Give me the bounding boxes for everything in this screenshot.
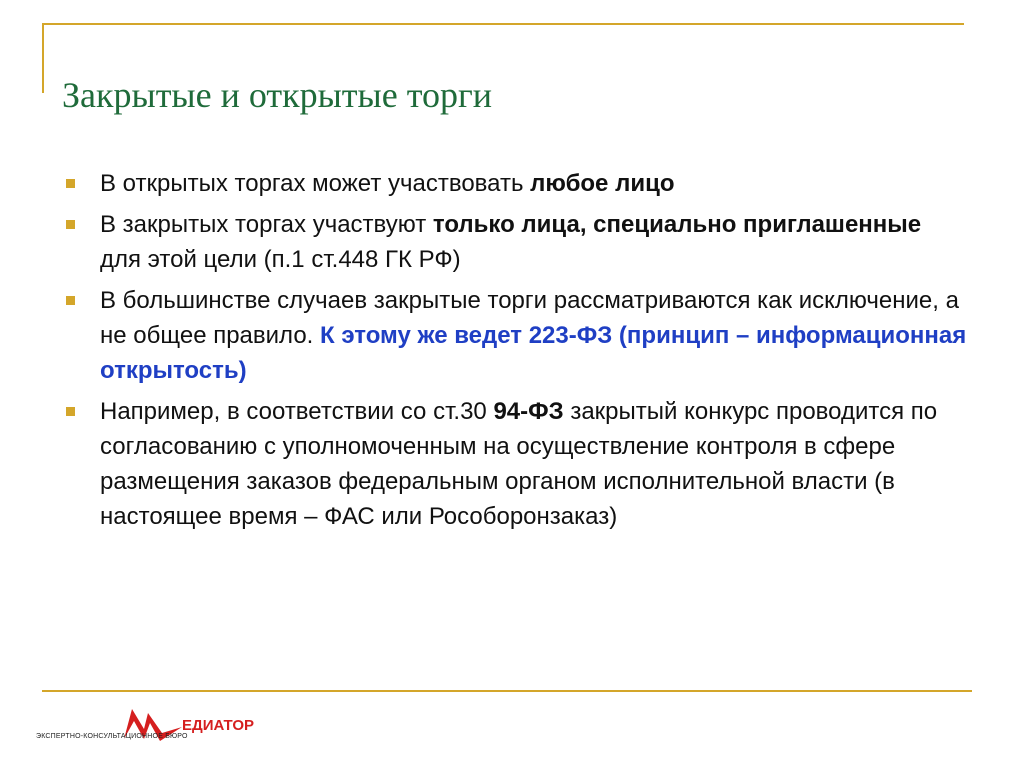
bullet-bold-text: любое лицо — [530, 170, 675, 197]
square-bullet-icon — [66, 179, 75, 188]
bullet-highlight-text: К этому же ведет 223-ФЗ (принцип – информационная открытость) — [100, 322, 967, 384]
slide-title: Закрытые и открытые торги — [62, 75, 492, 115]
bullet-item — [62, 394, 967, 534]
bullet-item — [62, 166, 967, 201]
square-bullet-icon — [66, 220, 75, 229]
bullet-item — [62, 207, 967, 277]
top-frame-line — [42, 23, 964, 25]
bullet-text: В закрытых торгах участвуют — [100, 211, 433, 238]
left-frame-line — [42, 23, 44, 93]
bullet-bold-text: только лица, специально приглашенные — [432, 211, 922, 238]
bullet-text: для этой цели (п.1 ст.448 ГК РФ) — [100, 246, 461, 273]
bottom-frame-line — [42, 690, 972, 692]
square-bullet-icon — [66, 296, 75, 305]
bullet-text: закрытый конкурс проводится по согласованию с уполномоченным на осуществление контроля в сфере размещения заказов федеральным органом исполнительной власти (в настоящее время – ФАС или Рособоронзаказ) — [100, 398, 938, 530]
logo-subtitle: ЭКСПЕРТНО-КОНСУЛЬТАЦИОННОЕ БЮРО — [36, 733, 188, 740]
bullet-text: В открытых торгах может участвовать — [100, 170, 531, 197]
bullet-list — [62, 166, 967, 540]
logo-wordmark: ЕДИАТОР — [182, 717, 255, 734]
bullet-item — [62, 283, 967, 388]
bullet-text: В большинстве случаев закрытые торги рассматриваются как исключение, а не общее правило. — [100, 287, 959, 349]
square-bullet-icon — [66, 407, 75, 416]
bullet-bold-text: 94-ФЗ — [493, 398, 564, 425]
company-logo — [36, 705, 266, 755]
bullet-text: Например, в соответствии со ст.30 — [100, 398, 494, 425]
